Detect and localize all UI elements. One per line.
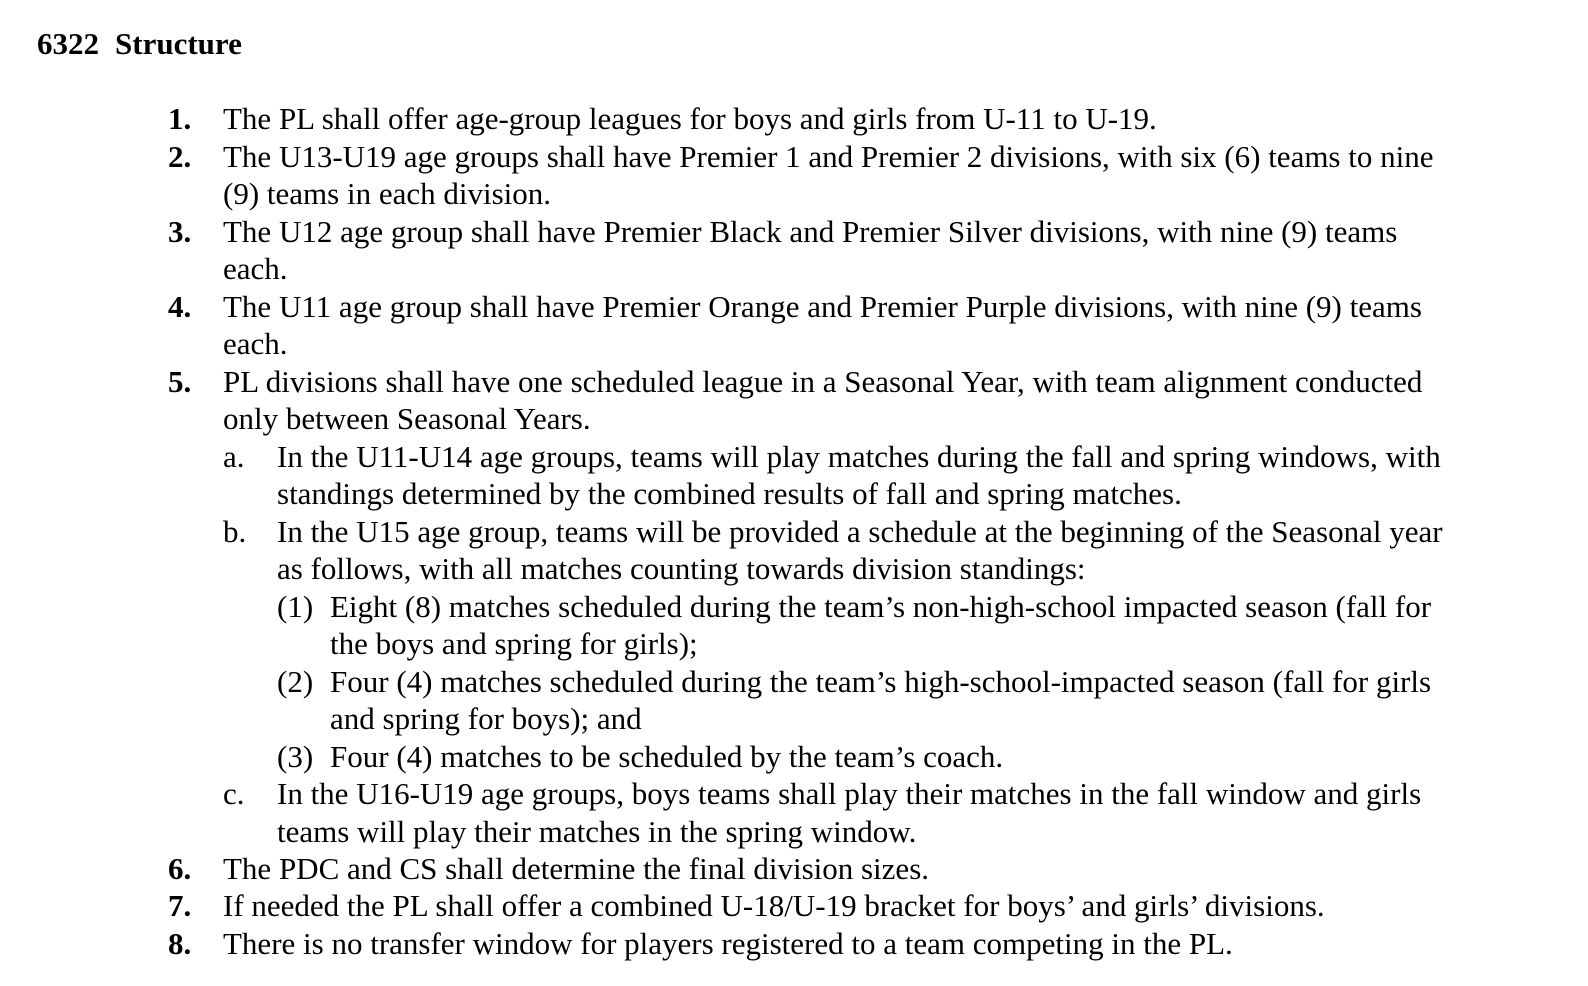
nested-list-marker: (2) bbox=[277, 664, 314, 699]
list-marker: 1. bbox=[168, 101, 192, 136]
list-item-text: each. bbox=[223, 326, 288, 361]
list-marker: 4. bbox=[168, 289, 192, 324]
list-marker: 3. bbox=[168, 214, 192, 249]
sub-list-item-text: standings determined by the combined results of fall and spring matches. bbox=[277, 476, 1182, 511]
list-marker: 6. bbox=[168, 851, 192, 886]
list-marker: 8. bbox=[168, 926, 192, 961]
sub-list-item-text: teams will play their matches in the spring window. bbox=[277, 814, 917, 849]
list-item-text: The U11 age group shall have Premier Orange and Premier Purple divisions, with nine (9) teams bbox=[223, 289, 1422, 324]
sub-list-item-text: as follows, with all matches counting towards division standings: bbox=[277, 551, 1086, 586]
list-item-text: The PL shall offer age-group leagues for boys and girls from U-11 to U-19. bbox=[223, 101, 1157, 136]
sub-list-item-text: In the U16-U19 age groups, boys teams shall play their matches in the fall window and girls bbox=[277, 776, 1422, 811]
nested-list-item-text: Four (4) matches to be scheduled by the team’s coach. bbox=[330, 739, 1004, 774]
list-marker: 2. bbox=[168, 139, 192, 174]
list-item-text: If needed the PL shall offer a combined U-18/U-19 bracket for boys’ and girls’ divisions. bbox=[223, 888, 1325, 923]
section-heading bbox=[37, 26, 242, 62]
list-marker: 7. bbox=[168, 888, 192, 923]
nested-list-item-text: Four (4) matches scheduled during the team’s high-school-impacted season (fall for girls bbox=[330, 664, 1432, 699]
sub-list-marker: a. bbox=[223, 439, 245, 474]
list-item-text: each. bbox=[223, 251, 288, 286]
nested-list-marker: (3) bbox=[277, 739, 314, 774]
list-item-text: only between Seasonal Years. bbox=[223, 401, 591, 436]
list-item-text: (9) teams in each division. bbox=[223, 176, 551, 211]
list-item-text: PL divisions shall have one scheduled league in a Seasonal Year, with team alignment conducted bbox=[223, 364, 1423, 399]
list-marker: 5. bbox=[168, 364, 192, 399]
nested-list-marker: (1) bbox=[277, 589, 314, 624]
sub-list-marker: b. bbox=[223, 514, 247, 549]
section-number: 6322 bbox=[37, 26, 99, 61]
sub-list-marker: c. bbox=[223, 776, 245, 811]
nested-list-item-text: and spring for boys); and bbox=[330, 701, 642, 736]
sub-list-item-text: In the U15 age group, teams will be provided a schedule at the beginning of the Seasonal year bbox=[277, 514, 1443, 549]
sub-list-item-text: In the U11-U14 age groups, teams will play matches during the fall and spring windows, with bbox=[277, 439, 1441, 474]
list-item-text: There is no transfer window for players registered to a team competing in the PL. bbox=[223, 926, 1233, 961]
section-title: Structure bbox=[115, 26, 242, 61]
list-item-text: The U13-U19 age groups shall have Premier 1 and Premier 2 divisions, with six (6) teams to nine bbox=[223, 139, 1434, 174]
list-item-text: The PDC and CS shall determine the final division sizes. bbox=[223, 851, 930, 886]
list-item-text: The U12 age group shall have Premier Black and Premier Silver divisions, with nine (9) teams bbox=[223, 214, 1398, 249]
nested-list-item-text: Eight (8) matches scheduled during the team’s non-high-school impacted season (fall for bbox=[330, 589, 1432, 624]
nested-list-item-text: the boys and spring for girls); bbox=[330, 626, 698, 661]
